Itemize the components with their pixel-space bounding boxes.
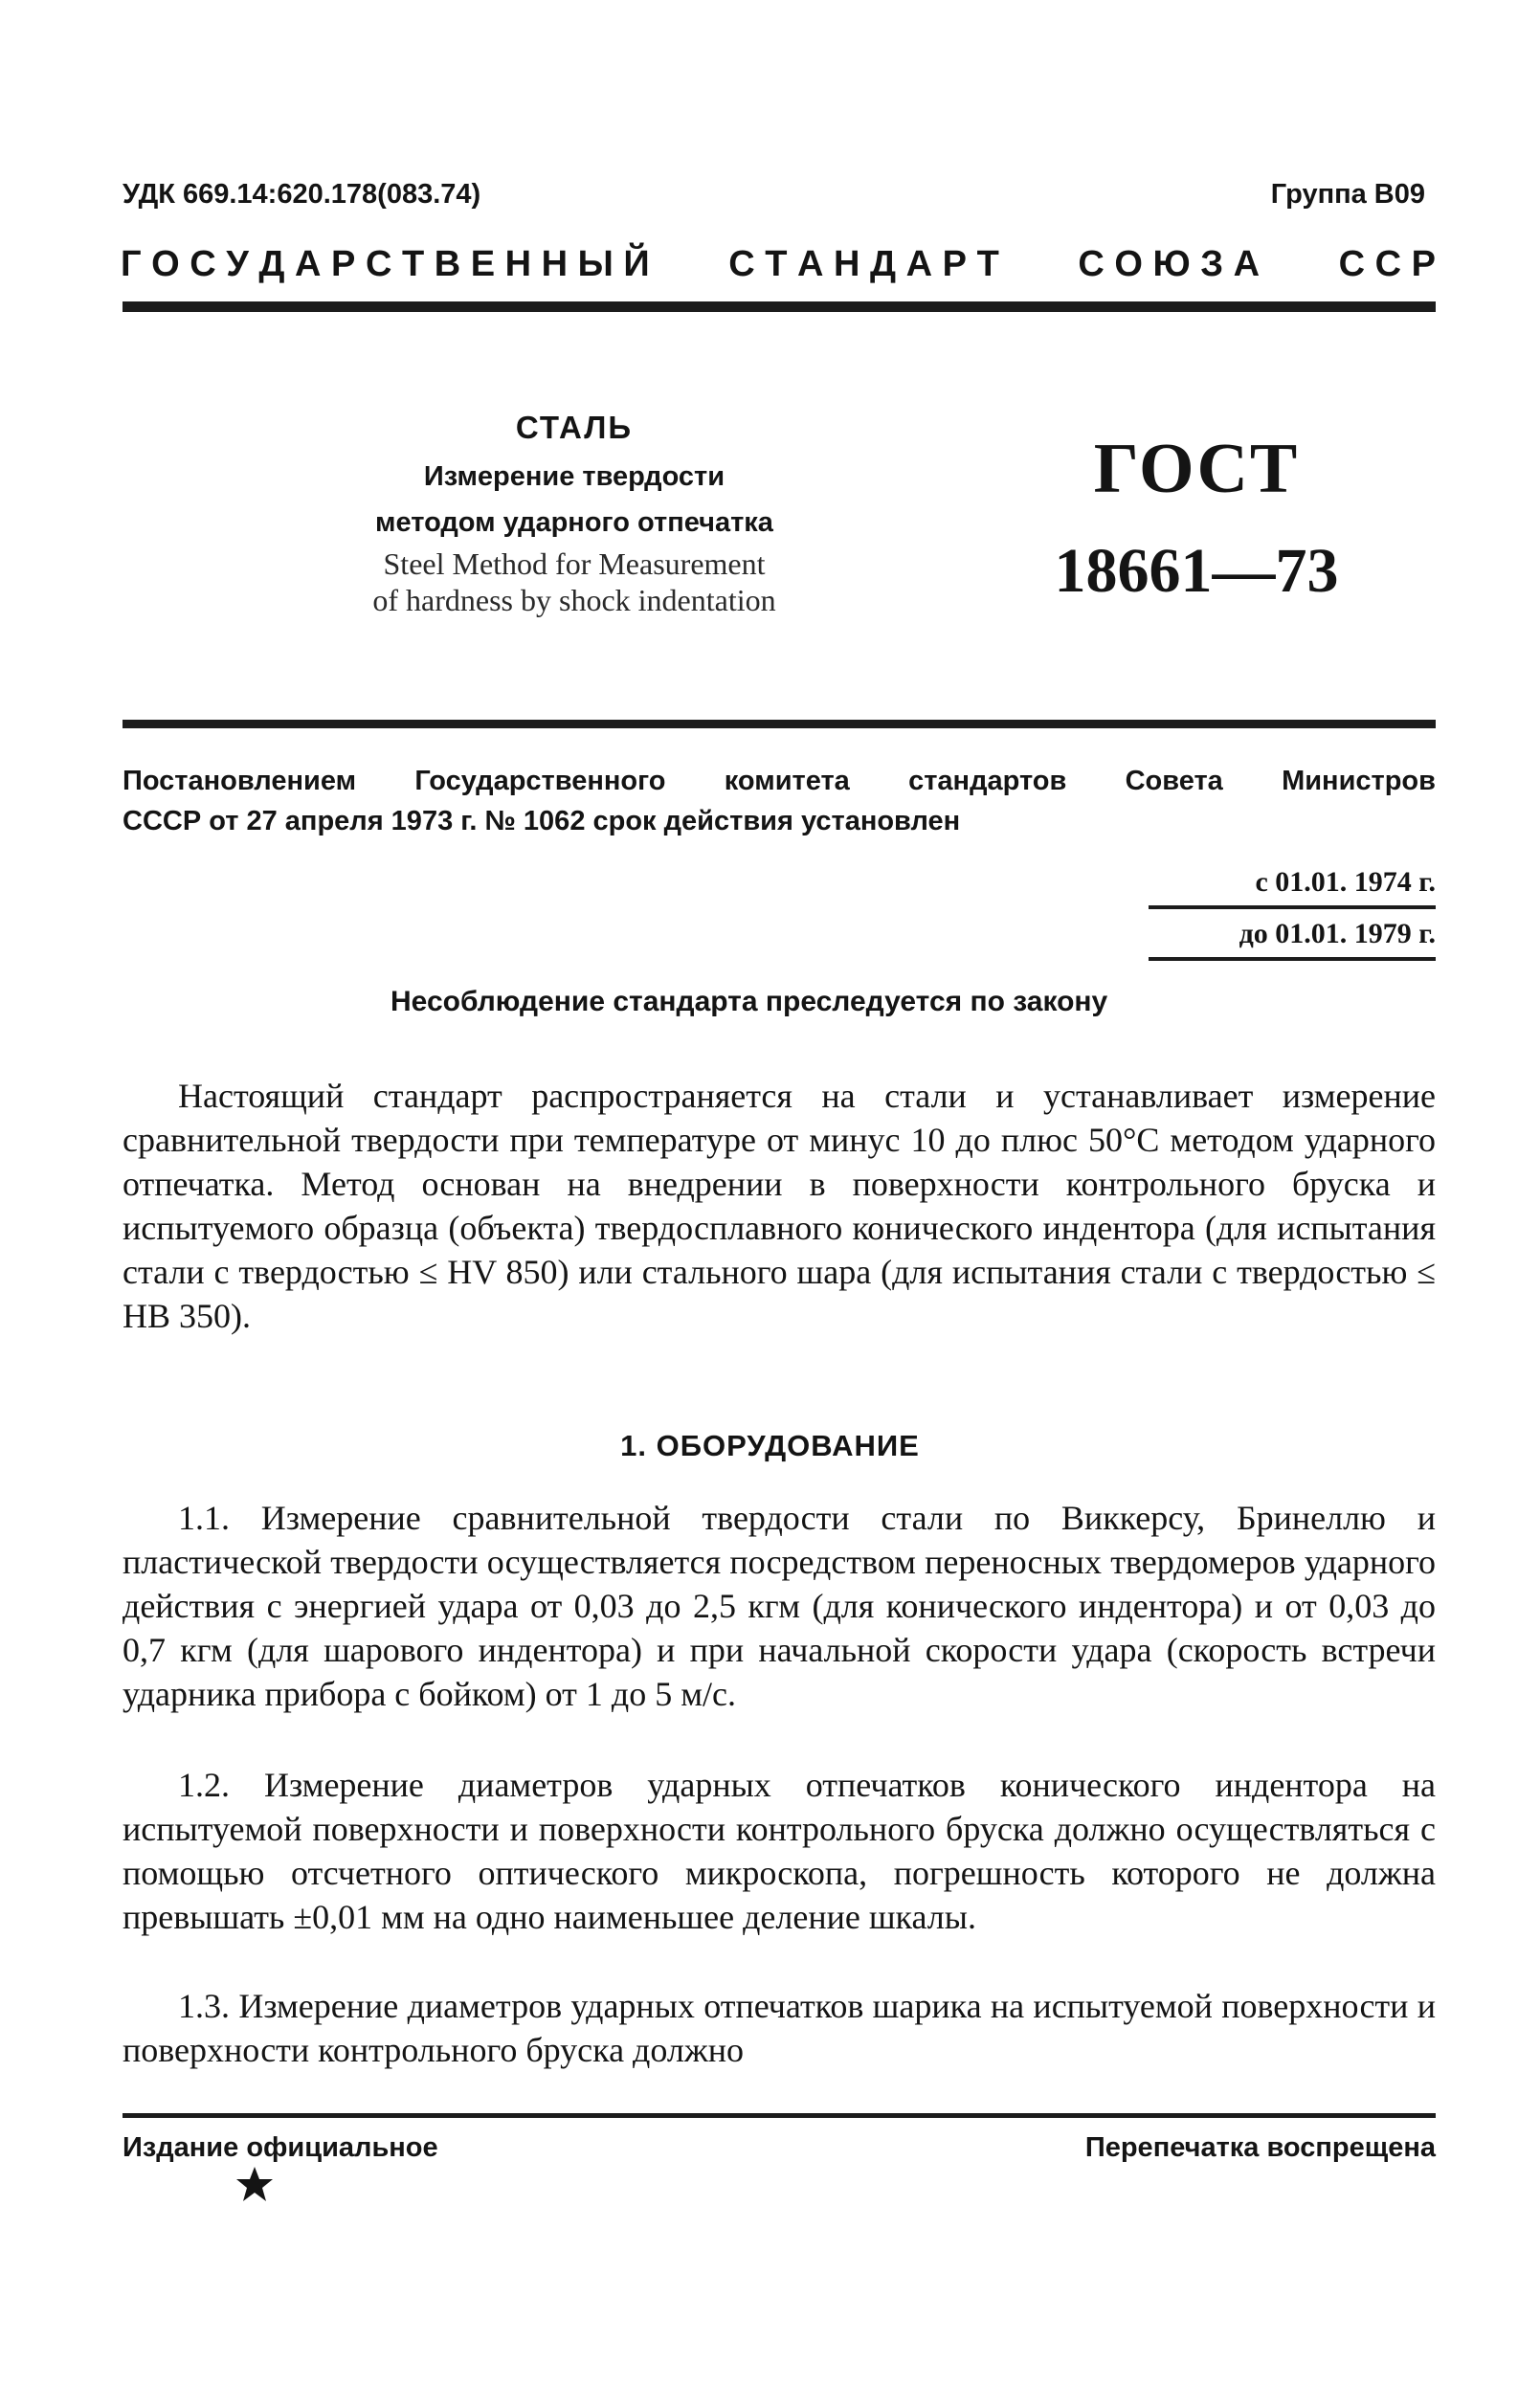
paragraph-1-2: 1.2. Измерение диаметров ударных отпечатков конического индентора на испытуемой поверхности и поверхности контрольного бруска должно осуществляться с помощью отсчетного оптического микроскопа, погрешность которого не должна превышать ±0,01 мм на одно наименьшее деление шкалы.: [123, 1766, 1436, 1936]
validity-rule-1: [1149, 905, 1436, 909]
title-block: [287, 410, 861, 618]
udk-code: УДК 669.14:620.178(083.74): [123, 179, 481, 210]
subtitle-line-2: методом ударного отпечатка: [375, 507, 773, 538]
state-standard-banner: [121, 244, 1436, 285]
decree-line-1: [123, 766, 1436, 797]
decree-word: Совета: [1125, 766, 1223, 796]
middle-rule: [123, 720, 1436, 728]
document-title: СТАЛЬ: [515, 410, 634, 445]
english-title-line-1: Steel Method for Measurement: [383, 546, 766, 581]
paragraph-1-1: 1.1. Измерение сравнительной твердости стали по Виккерсу, Бринеллю и пластической твердости осуществляется посредством переносных твердомеров ударного действия с энергией удара от 0,03 до 2,5 кгм (для конического индентора) и от 0,03 до 0,7 кгм (для шарового индентора) и при начальной скорости удара (скорость встречи ударника прибора с бойком) от 1 до 5 м/с.: [123, 1499, 1436, 1713]
top-rule: [123, 301, 1436, 312]
english-title-line-2: of hardness by shock indentation: [372, 583, 776, 617]
subtitle-line-1: Измерение твердости: [423, 461, 725, 492]
decree-word: комитета: [724, 766, 850, 796]
decree-word: стандартов: [908, 766, 1067, 796]
decree-word: Министров: [1282, 766, 1436, 796]
gost-word: ГОСТ: [1093, 430, 1300, 508]
gost-designation: [1053, 426, 1340, 619]
state-standard-word: С О Ю З А: [1078, 244, 1261, 284]
noncompliance-notice: Несоблюдение стандарта преследуется по закону: [391, 986, 1108, 1017]
group-code: Группа В09: [1270, 179, 1425, 210]
validity-from: с 01.01. 1974 г.: [1255, 866, 1436, 898]
edition-label: Издание официальное: [123, 2132, 438, 2163]
section-heading: 1. ОБОРУДОВАНИЕ: [620, 1429, 920, 1462]
decree-line-2: СССР от 27 апреля 1973 г. № 1062 срок действия установлен: [123, 806, 961, 836]
decree-word: Государственного: [414, 766, 666, 796]
intro-paragraph: Настоящий стандарт распространяется на стали и устанавливает измерение сравнительной твердости при температуре от минус 10 до плюс 50°С методом ударного отпечатка. Метод основан на внедрении в поверхности контрольного бруска и испытуемого образца (объекта) твердосплавного конического индентора (для испытания стали с твердостью ≤ HV 850) или стального шара (для испытания стали с твердостью ≤ HB 350).: [123, 1077, 1436, 1335]
state-standard-word: С Т А Н Д А Р Т: [728, 244, 999, 284]
validity-rule-2: [1149, 957, 1436, 961]
validity-period: [1110, 861, 1436, 961]
star-icon: [235, 2165, 274, 2203]
decree-word: Постановлением: [123, 766, 357, 796]
paragraph-1-3: 1.3. Измерение диаметров ударных отпечатков шарика на испытуемой поверхности и поверхности контрольного бруска должно: [123, 1987, 1436, 2069]
bottom-rule: [123, 2113, 1436, 2118]
validity-to: до 01.01. 1979 г.: [1239, 918, 1436, 949]
state-standard-word: С С Р: [1338, 244, 1436, 284]
state-standard-word: Г О С У Д А Р С Т В Е Н Н Ы Й: [121, 244, 650, 284]
reprint-notice: Перепечатка воспрещена: [1084, 2132, 1436, 2163]
gost-number: 18661—73: [1054, 536, 1339, 606]
